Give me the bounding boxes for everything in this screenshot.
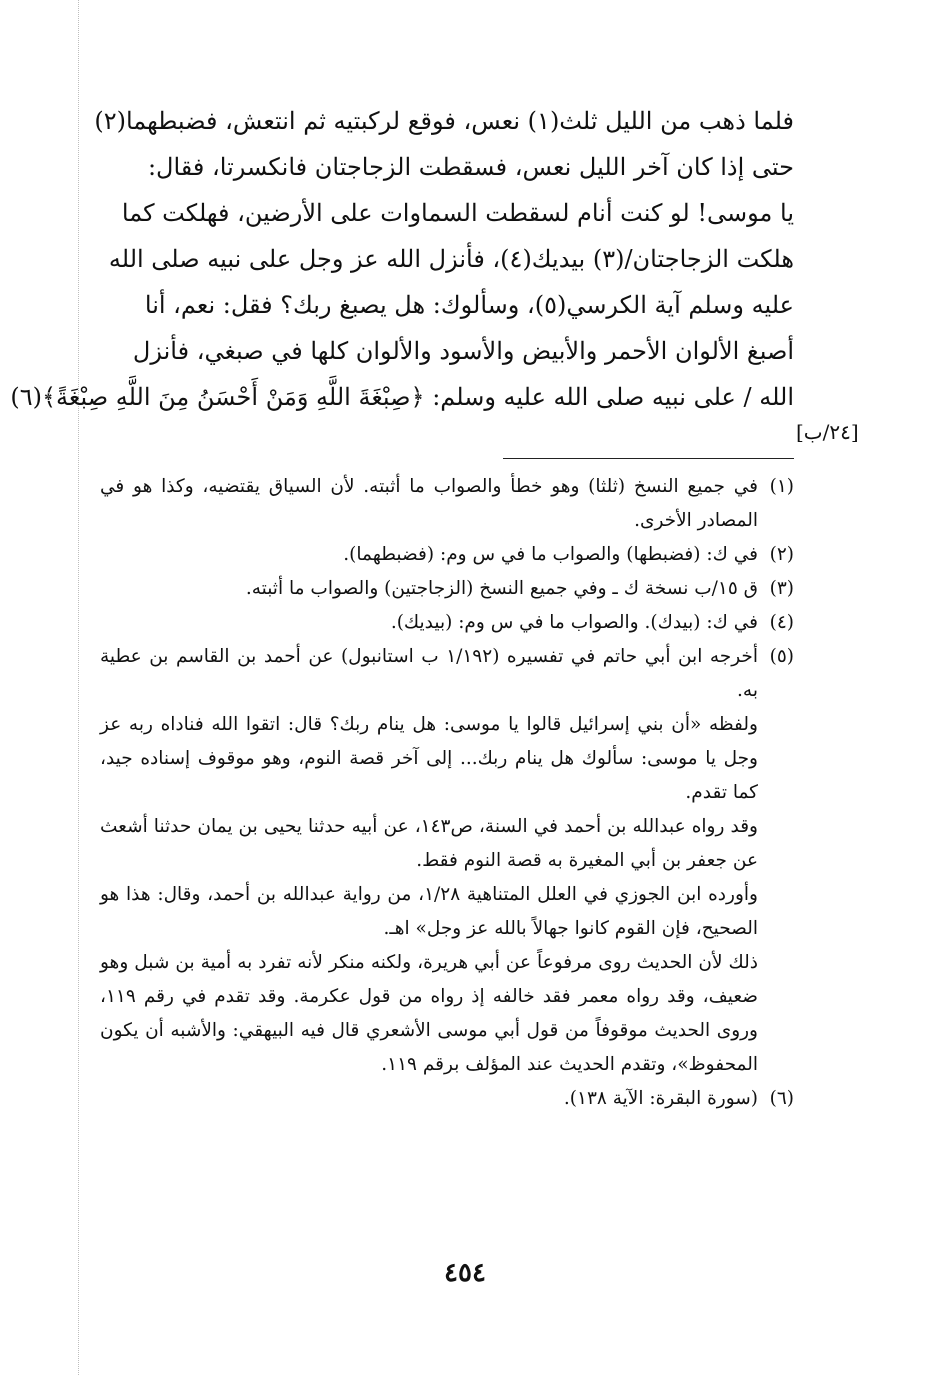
main-text-line: هلكت الزجاجتان/(٣) بيديك(٤)، فأنزل الله عز وجل على نبيه صلى الله xyxy=(108,245,794,273)
footnote-number: (٥) xyxy=(769,646,794,667)
main-text-line: عليه وسلم آية الكرسي(٥)، وسألوك: هل يصبغ ربك؟ فقل: نعم، أنا xyxy=(144,291,794,319)
footnotes-section xyxy=(100,470,794,1116)
footnote-text: في ك: (فضبطها) والصواب ما في س وم: (فضبطهما). xyxy=(343,544,758,565)
footnote-continuation: وأورده ابن الجوزي في العلل المتناهية ١/٢٨، من رواية عبدالله بن أحمد، وقال: هذا هو الصحيح، فإن القوم كانوا جهالاً بالله عز وجل» اهـ. xyxy=(100,884,758,939)
footnote-text: في جميع النسخ (ثلثا) وهو خطأ والصواب ما أثبته. لأن السياق يقتضيه، وكذا هو في المصادر الأخرى. xyxy=(100,476,758,531)
footnote-text: (سورة البقرة: الآية ١٣٨). xyxy=(563,1088,758,1109)
footnote-number: (٤) xyxy=(769,612,794,633)
footnote-number: (٢) xyxy=(769,544,794,565)
main-text-line: يا موسى! لو كنت أنام لسقطت السماوات على الأرضين، فهلكت كما xyxy=(121,199,794,227)
footnote-divider xyxy=(503,458,794,459)
main-text-line: حتى إذا كان آخر الليل نعس، فسقطت الزجاجتان فانكسرتا، فقال: xyxy=(147,153,794,181)
margin-guide-line xyxy=(78,0,79,1375)
footnote-item xyxy=(100,470,794,538)
footnote-item xyxy=(100,572,794,606)
footnote-number: (٣) xyxy=(769,578,794,599)
footnote-item xyxy=(100,606,794,640)
footnote-continuation: ولفظه «أن بني إسرائيل قالوا يا موسى: هل ينام ربك؟ قال: اتقوا الله فناداه ربه عز وجل يا موسى: سألوك هل ينام ربك... إلى آخر قصة النوم، وهو موقوف إسناده جيد، كما تقدم. xyxy=(100,714,758,803)
page-number: ٤٥٤ xyxy=(444,1258,486,1288)
main-text-line: فلما ذهب من الليل ثلث(١) نعس، فوقع لركبتيه ثم انتعش، فضبطهما(٢) xyxy=(94,107,794,135)
footnote-number: (١) xyxy=(769,476,794,497)
footnote-number: (٦) xyxy=(769,1088,794,1109)
footnote-item xyxy=(100,640,794,708)
footnote-continuation: وقد رواه عبدالله بن أحمد في السنة، ص١٤٣، عن أبيه حدثنا يحيى بن يمان حدثنا أشعث عن جعفر بن أبي المغيرة به قصة النوم فقط. xyxy=(100,816,758,871)
footnote-text: ق ١٥/ب نسخة ك ـ وفي جميع النسخ (الزجاجتين) والصواب ما أثبته. xyxy=(245,578,758,599)
main-text-line-with-verse: الله / على نبيه صلى الله عليه وسلم: ﴿صِبْغَةَ اللَّهِ وَمَنْ أَحْسَنُ مِنَ اللَّهِ صِبْغَةً﴾(٦) xyxy=(10,383,794,411)
footnote-item xyxy=(100,538,794,572)
footnote-continuation: ذلك لأن الحديث روى مرفوعاً عن أبي هريرة، ولكنه منكر لأنه تفرد به أمية بن شبل وهو ضعيف، وقد رواه معمر فقد خالفه إذ رواه من قول عكرمة. وقد تقدم في رقم ١١٩، وروى الحديث موقوفاً من قول أبي موسى الأشعري قال فيه البيهقي: والأشبه أن يكون المحفوظ»، وتقدم الحديث عند المؤلف برقم ١١٩. xyxy=(100,952,758,1075)
main-text-line: أصبغ الألوان الأحمر والأبيض والأسود والألوان كلها في صبغي، فأنزل xyxy=(132,337,794,365)
manuscript-folio-reference: [٢٤/ب] xyxy=(796,420,859,444)
footnote-item xyxy=(100,1082,794,1116)
footnote-text: في ك: (بيدك). والصواب ما في س وم: (بيديك). xyxy=(390,612,758,633)
footnote-text: أخرجه ابن أبي حاتم في تفسيره (١/١٩٢ ب استانبول) عن أحمد بن القاسم بن عطية به. xyxy=(100,646,758,701)
main-body-text xyxy=(10,98,794,420)
